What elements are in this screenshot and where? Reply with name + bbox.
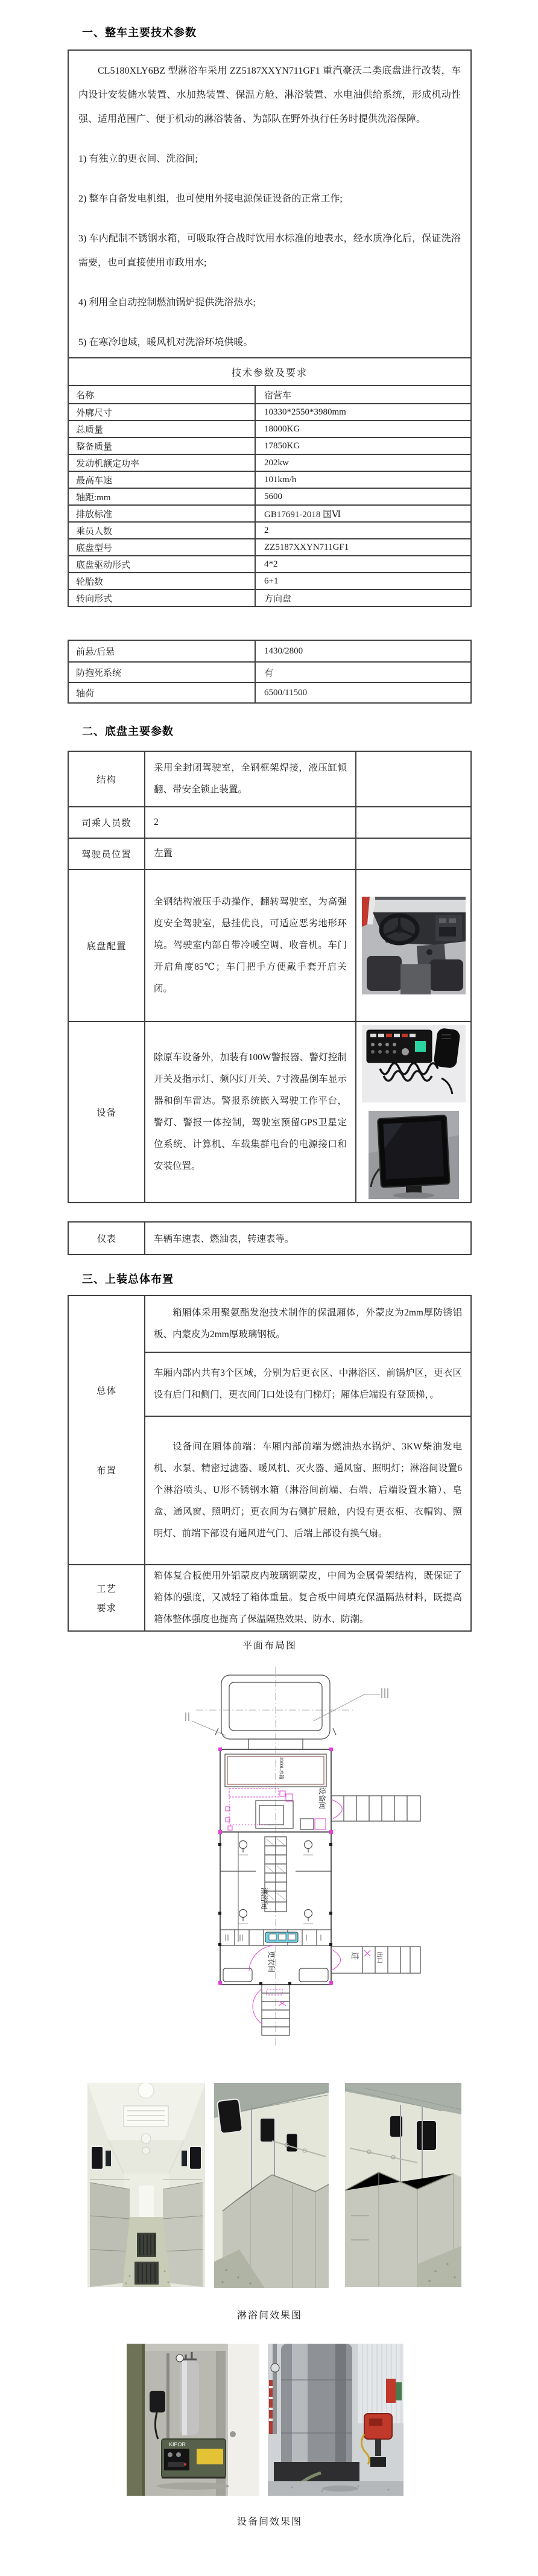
table-row [69, 488, 470, 504]
row-value: 6+1 [255, 573, 470, 589]
row-value: GB17691-2018 国Ⅵ [255, 506, 470, 521]
row-value: 202kw [255, 455, 470, 471]
equipment-photos-row [68, 2344, 472, 2496]
row-label: 轮胎数 [76, 577, 104, 587]
table-row [69, 471, 470, 488]
equipment-caption: 设备间效果图 [236, 2517, 302, 2527]
table-row [69, 589, 470, 606]
row-text [145, 1296, 470, 1352]
upfit-group-cells [144, 1296, 470, 1564]
tank-label: 2000L水箱 [279, 1757, 284, 1779]
table-row [69, 403, 470, 420]
table-row [69, 1223, 470, 1254]
row-label: 前悬/后悬 [76, 647, 115, 657]
table-row [69, 682, 470, 702]
row-label [69, 1565, 144, 1630]
feature-item: 5) 在寒冷地域，暖风机对洗浴环境供暖。 [78, 337, 253, 348]
cell-text: 2 [154, 817, 159, 827]
row-label: 驾驶员位置 [81, 850, 131, 860]
table-row [69, 869, 470, 1021]
cell-text: 除原车设备外，加装有100W警报器、警灯控制开关及指示灯、频闪灯开关、7寸液晶倒车显示器和倒车雷达。警报系统嵌入驾驶工作平台，警灯、警报一体控制，驾驶室预留GPS卫星定位系统、计算机、车载集群电台的电源接口和安装位置。 [154, 1052, 347, 1171]
cell-text: 全钢结构液压手动操作，翻转驾驶室，为高强度安全驾驶室，悬挂优良，可适应恶劣地形环境。驾驶室内部自带冷暖空调、收音机。车门开启角度85℃；车门把手方便戴手套开启关闭。 [154, 897, 347, 994]
row-value: 17850KG [255, 438, 470, 454]
row-value: 宿营车 [255, 386, 470, 403]
monitor-photo [369, 1111, 459, 1199]
shower-photos-row [68, 2083, 472, 2288]
row-image-cell [355, 752, 470, 806]
row-label: 外廓尺寸 [76, 408, 113, 418]
row-value: 有 [255, 663, 470, 682]
row-label: 整备质量 [76, 442, 113, 452]
row-label: 仪表 [97, 1234, 116, 1244]
row-label: 发动机额定功率 [76, 459, 140, 469]
table-row [69, 752, 470, 806]
upfit-table [68, 1295, 472, 1632]
shower-caption: 淋浴间效果图 [236, 2310, 302, 2321]
row-text [144, 1565, 470, 1630]
row-label: 轴荷 [76, 689, 95, 699]
section3-title: 三、上装总体布置 [82, 1273, 174, 1285]
spec-table-header: 技术参数及要求 [69, 358, 470, 386]
plan-annotations-magenta [226, 1789, 370, 2024]
row-value: 101km/h [255, 472, 470, 488]
upfit-process-row [69, 1564, 470, 1630]
table-row [69, 572, 470, 589]
boiler-photo [268, 2344, 404, 2496]
equipment-room-photo [127, 2344, 259, 2496]
spec-table-body [69, 386, 470, 606]
row-label: 设备 [96, 1108, 116, 1118]
row-text [145, 1352, 470, 1416]
row-value: 6500/11500 [255, 683, 470, 702]
table-row [69, 504, 470, 521]
row-label: 总质量 [76, 425, 104, 435]
row-label [69, 1296, 144, 1564]
shower-photo-angle-right [345, 2083, 461, 2287]
row-label: 底盘配置 [86, 941, 127, 952]
row-label: 名称 [76, 390, 95, 401]
table-row [69, 838, 470, 869]
table-row [69, 806, 470, 838]
table-row [69, 437, 470, 454]
cab-interior-photo [362, 897, 466, 994]
row-image-cell [355, 807, 470, 838]
table-row [69, 454, 470, 471]
chassis-table [68, 751, 472, 1203]
row-label: 底盘驱动形式 [76, 560, 131, 570]
suspension-table [68, 640, 472, 704]
cell-text: 采用全封闭驾驶室，全钢框架焊接，液压缸倾翻、带安全锁止装置。 [154, 763, 347, 795]
label-line: 总体 [96, 1385, 116, 1396]
row-image-cell [355, 839, 470, 869]
cell-text: 左置 [154, 848, 173, 859]
intro-box [68, 49, 472, 358]
row-value: 18000KG [255, 421, 470, 437]
feature-item: 2) 整车自备发电机组，也可使用外接电源保证设备的正常工作; [78, 194, 343, 204]
section2-title: 二、底盘主要参数 [82, 725, 174, 737]
row-image-cell [355, 1022, 470, 1202]
table-row [69, 1021, 470, 1202]
label-line: 工艺 [96, 1584, 116, 1595]
equipment-room-label: 设备间 [318, 1787, 326, 1810]
cell-text: 箱厢体采用聚氨酯发泡技术制作的保温厢体，外蒙皮为2mm厚防锈铝板、内蒙皮为2mm厚玻璃钢板。 [154, 1308, 462, 1340]
bench-slots [269, 1934, 296, 1940]
plan-diagram [68, 1663, 472, 2049]
dressing-room-label: 更衣间 [267, 1951, 276, 1973]
row-value: 2 [255, 523, 470, 538]
instrument-table [68, 1221, 472, 1255]
feature-list [78, 147, 461, 355]
row-label: 底盘型号 [76, 543, 113, 553]
row-text [144, 807, 355, 838]
upfit-group-row [69, 1296, 470, 1564]
row-value: 车辆车速表、燃油表，转速表等。 [144, 1223, 470, 1254]
row-value: 方向盘 [255, 590, 470, 606]
row-text [144, 839, 355, 869]
row-text [144, 752, 355, 806]
row-value: 1430/2800 [255, 641, 470, 661]
table-row [69, 521, 470, 538]
cell-text: 设备间在厢体前端：车厢内部前端为燃油热水锅炉、3KW柴油发电机、水泵、精密过滤器、暖风机、灭火器、通风窗、照明灯；淋浴间设置6个淋浴喷头、U形不锈钢水箱（淋浴间前端、右端、后端设置水箱）、皂盒、通风窗、照明灯；更衣间为右侧扩展舱，内设有更衣柜、衣帽钩、照明灯、前端下部设有通风进气门、后端上部设有换气扇。 [154, 1442, 462, 1539]
shower-room-label: 淋浴间 [260, 1887, 268, 1910]
row-text [144, 870, 355, 1021]
row-label: 防抱死系统 [76, 668, 122, 678]
table-row [69, 641, 470, 661]
table-row [69, 538, 470, 555]
plan-linework [186, 1667, 420, 2046]
feature-item: 1) 有独立的更衣间、洗浴间; [78, 154, 198, 164]
table-row [69, 555, 470, 572]
shower-photo-front [87, 2083, 205, 2287]
table-row [69, 661, 470, 682]
cell-text: 车厢内部内共有3个区域，分别为后更衣区、中淋浴区、前锅炉区，更衣区设有后门和侧门，更衣间门口处设有门梯灯；厢体后端设有登顶梯，。 [154, 1368, 462, 1400]
shower-photo-angle-left [214, 2083, 329, 2288]
label-line: 要求 [96, 1603, 116, 1614]
row-value: 10330*2550*3980mm [255, 404, 470, 420]
entry-label: 进 [350, 1952, 359, 1961]
row-label: 结构 [96, 775, 116, 785]
section1-title: 一、整车主要技术参数 [82, 27, 197, 39]
row-value: 5600 [255, 489, 470, 504]
generator-brand-text: KIPOR [169, 2441, 186, 2447]
cell-text: 箱体复合板使用外铝蒙皮内玻璃钢蒙皮，中间为金属骨架结构，既保证了箱体的强度，又减轻了箱体重量。复合板中间填充保温隔热材料，既提高箱体整体强度也提高了保温隔热效果、防水、防潮。 [154, 1571, 462, 1624]
plan-diagram-svg [68, 1663, 472, 2049]
table-row [69, 420, 470, 437]
intro-paragraph: CL5180XLY6BZ 型淋浴车采用 ZZ5187XXYN711GF1 重汽豪沃二类底盘进行改装，车内设计安装储水装置、水加热装置、保温方舱、淋浴装置、水电油供给系统，形成机动性强、适用范围广、便于机动的淋浴装备、为部队在野外执行任务时提供洗浴保障。 [78, 66, 461, 124]
row-label: 转向形式 [76, 594, 113, 604]
row-value: 4*2 [255, 556, 470, 572]
row-label: 排放标准 [76, 509, 113, 520]
plan-caption: 平面布局图 [242, 1641, 297, 1651]
row-label: 最高车速 [76, 475, 113, 486]
row-label: 乘员人数 [76, 526, 113, 536]
feature-item: 4) 利用全自动控制燃油锅炉提供洗浴热水; [78, 297, 256, 308]
row-value: ZZ5187XXYN711GF1 [255, 539, 470, 555]
row-image-cell [355, 870, 470, 1021]
row-text [145, 1416, 470, 1564]
table-row [69, 386, 470, 403]
row-text [144, 1022, 355, 1202]
siren-controller-photo [362, 1025, 466, 1102]
exit-label: 出口 [376, 1951, 382, 1964]
row-label: 轴距:mm [76, 492, 111, 503]
label-line: 布置 [96, 1466, 116, 1477]
spec-table [68, 358, 472, 607]
feature-item: 3) 车内配制不锈钢水箱，可吸取符合战时饮用水标准的地表水，经水质净化后，保证洗浴需要，也可直接使用市政用水; [78, 234, 461, 268]
row-label: 司乘人员数 [81, 818, 131, 828]
